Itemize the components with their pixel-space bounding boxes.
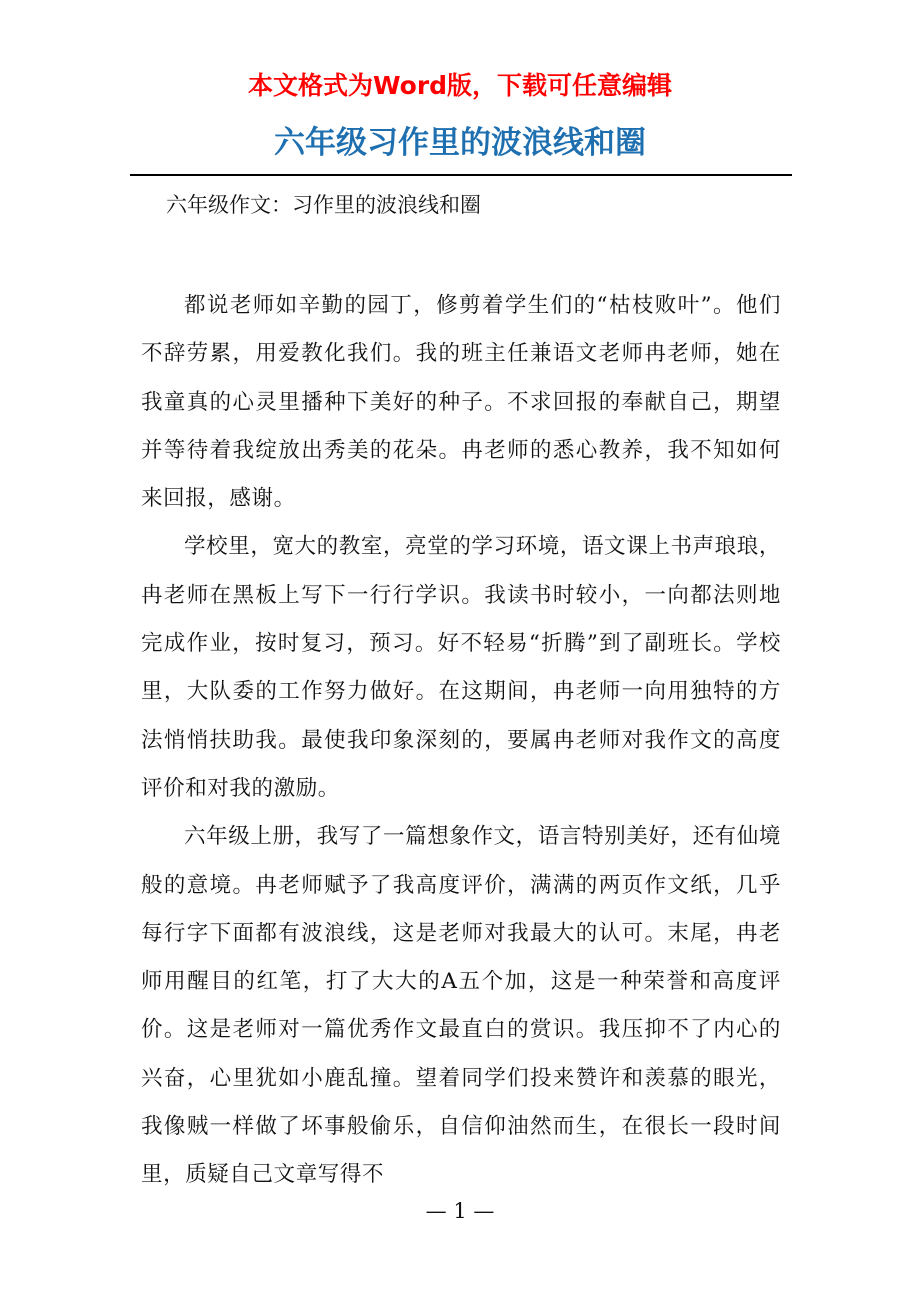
paragraph-1: 都说老师如辛勤的园丁，修剪着学生们的“枯枝败叶”。他们不辞劳累，用爱教化我们。我的班主任兼语文老师冉老师，她在我童真的心灵里播种下美好的种子。不求回报的奉献自己，期望并等待着我绽放出秀美的花朵。冉老师的悉心教养，我不知如何来回报，感谢。 xyxy=(141,293,781,512)
page-number: — 1 — xyxy=(425,1199,495,1223)
document-body xyxy=(141,282,781,1200)
document-title: 六年级习作里的波浪线和圈 xyxy=(274,125,646,161)
paragraph-3: 六年级上册，我写了一篇想象作文，语言特别美好，还有仙境般的意境。冉老师赋予了我高度评价，满满的两页作文纸，几乎每行字下面都有波浪线，这是老师对我最大的认可。末尾，冉老师用醒目的红笔，打了大大的A五个加，这是一种荣誉和高度评价。这是老师对一篇优秀作文最直白的赏识。我压抑不了内心的兴奋，心里犹如小鹿乱撞。望着同学们投来赞许和羡慕的眼光，我像贼一样做了坏事般偷乐，自信仰油然而生，在很长一段时间里，质疑自己文章写得不 xyxy=(141,824,781,1188)
format-notice: 本文格式为Word版，下载可任意编辑 xyxy=(247,71,673,100)
paragraph-2: 学校里，宽大的教室，亮堂的学习环境，语文课上书声琅琅，冉老师在黑板上写下一行行学识。我读书时较小，一向都法则地完成作业，按时复习，预习。好不轻易“折腾”到了副班长。学校里，大队委的工作努力做好。在这期间，冉老师一向用独特的方法悄悄扶助我。最使我印象深刻的，要属冉老师对我作文的高度评价和对我的激励。 xyxy=(141,534,781,801)
title-divider xyxy=(130,174,792,176)
document-subtitle: 六年级作文：习作里的波浪线和圈 xyxy=(166,193,481,217)
